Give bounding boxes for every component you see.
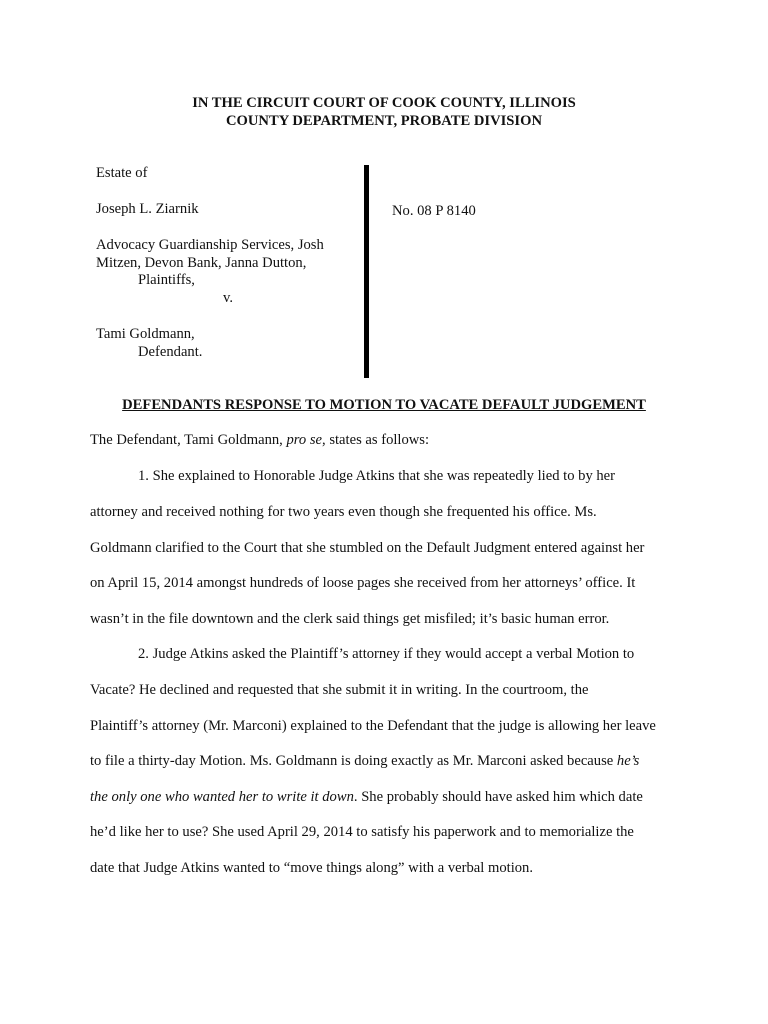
document-title: DEFENDANTS RESPONSE TO MOTION TO VACATE DEFAULT JUDGEMENT: [122, 397, 646, 413]
paragraph1-line3: Goldmann clarified to the Court that she stumbled on the Default Judgment entered against her: [90, 540, 645, 556]
paragraph2-line5: [90, 789, 643, 806]
paragraph1-line2: attorney and received nothing for two years even though she frequented his office. Ms.: [90, 504, 597, 520]
court-name: IN THE CIRCUIT COURT OF COOK COUNTY, ILLINOIS: [192, 95, 576, 111]
caption-estate-of: Estate of: [96, 165, 148, 181]
caption-defendant-name: Tami Goldmann,: [96, 326, 195, 342]
court-division: COUNTY DEPARTMENT, PROBATE DIVISION: [226, 113, 542, 129]
paragraph1-line4: on April 15, 2014 amongst hundreds of loose pages she received from her attorneys’ office. It: [90, 575, 636, 591]
caption-defendant-role: Defendant.: [138, 344, 203, 360]
caption-versus: v.: [223, 290, 233, 306]
caption-plaintiffs-line2: Mitzen, Devon Bank, Janna Dutton,: [96, 255, 307, 271]
caption-plaintiffs-role: Plaintiffs,: [138, 272, 195, 288]
paragraph2-line4-text: to file a thirty-day Motion. Ms. Goldmann is doing exactly as Mr. Marconi asked because: [90, 753, 617, 769]
paragraph1-line5: wasn’t in the file downtown and the clerk said things get misfiled; it’s basic human error.: [90, 611, 610, 627]
intro-statement: [90, 432, 429, 449]
intro-after: , states as follows:: [322, 432, 430, 448]
paragraph2-line4: [90, 753, 639, 770]
paragraph2-line7: date that Judge Atkins wanted to “move things along” with a verbal motion.: [90, 860, 533, 876]
caption-divider: [364, 165, 369, 378]
paragraph2-line5-italic: the only one who wanted her to write it down: [90, 789, 354, 805]
intro-before: The Defendant, Tami Goldmann,: [90, 432, 287, 448]
caption-plaintiffs-line1: Advocacy Guardianship Services, Josh: [96, 237, 324, 253]
paragraph2-line5-text: . She probably should have asked him which date: [353, 789, 643, 805]
intro-pro-se: pro se: [286, 432, 323, 448]
case-number: No. 08 P 8140: [392, 203, 476, 219]
paragraph2-line4-italic: he’s: [616, 753, 640, 769]
paragraph2-line1: 2. Judge Atkins asked the Plaintiff’s attorney if they would accept a verbal Motion to: [138, 646, 635, 662]
paragraph2-line2: Vacate? He declined and requested that she submit it in writing. In the courtroom, the: [90, 682, 589, 698]
paragraph1-line1: 1. She explained to Honorable Judge Atkins that she was repeatedly lied to by her: [138, 468, 616, 484]
paragraph2-line3: Plaintiff’s attorney (Mr. Marconi) explained to the Defendant that the judge is allowing her leave: [90, 718, 656, 734]
paragraph2-line6: he’d like her to use? She used April 29, 2014 to satisfy his paperwork and to memorialize the: [90, 824, 634, 840]
caption-decedent: Joseph L. Ziarnik: [96, 201, 199, 217]
